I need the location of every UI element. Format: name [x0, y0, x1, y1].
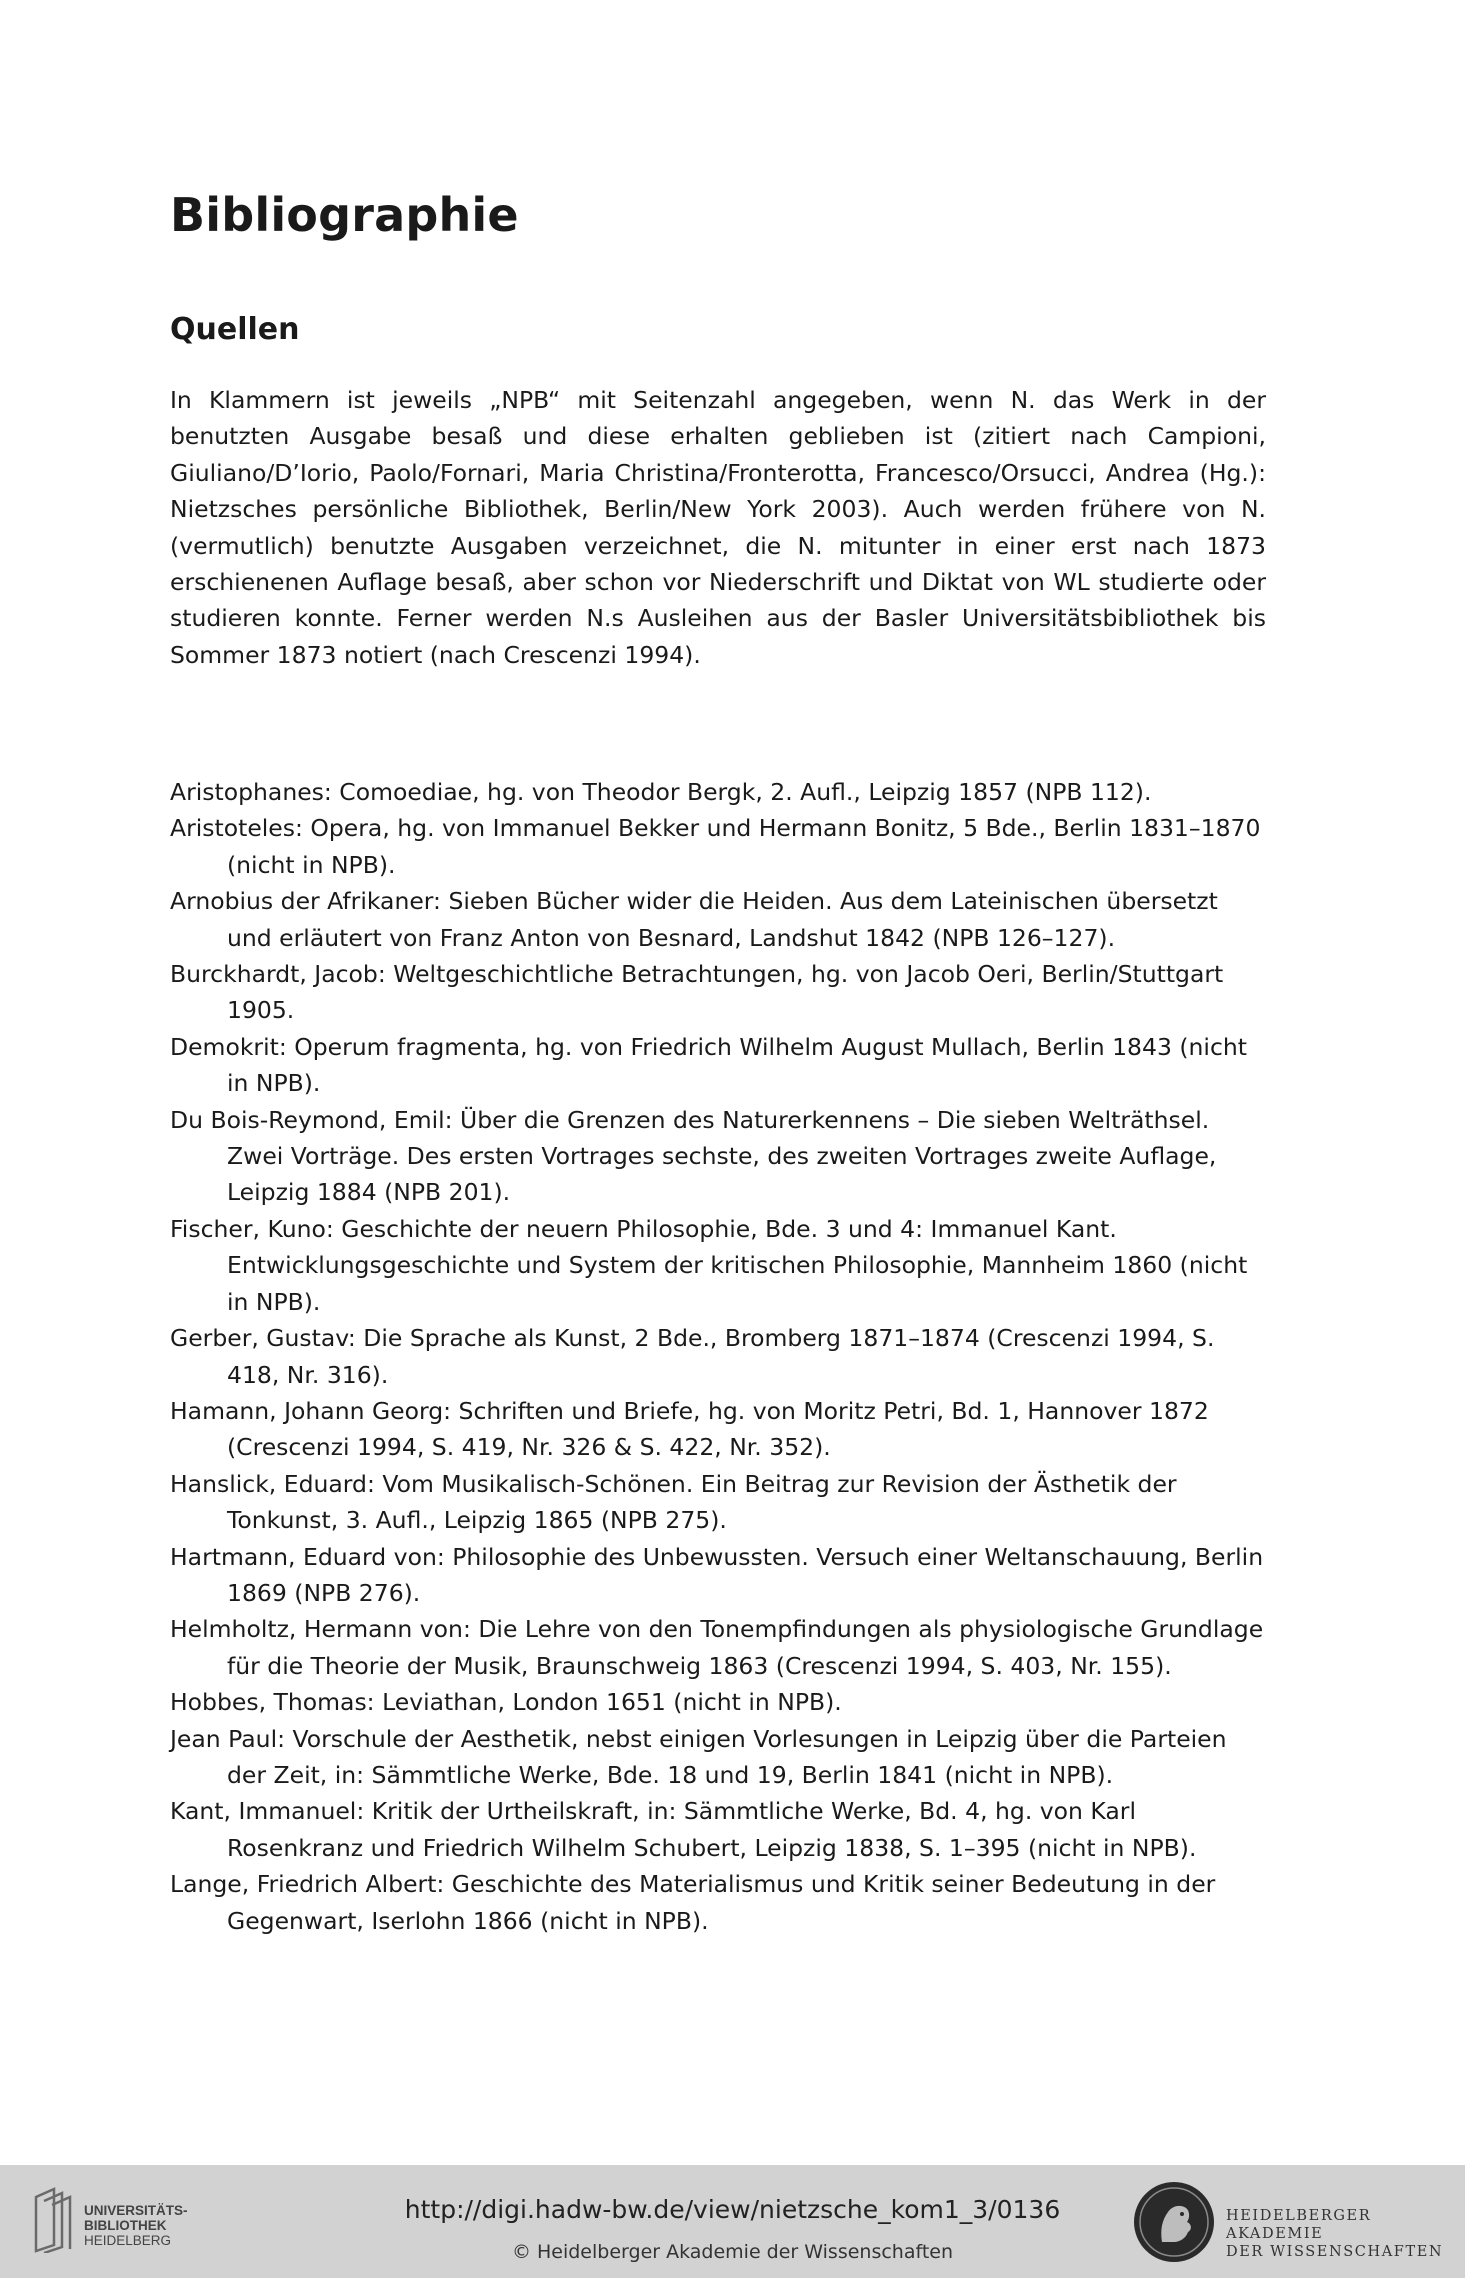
bibliography-entry: Hamann, Johann Georg: Schriften und Briefe, hg. von Moritz Petri, Bd. 1, Hannover 1872 (Crescenzi 1994, S. 419, Nr. 326 & S. 422, Nr. 352).	[170, 1396, 1209, 1462]
bibliography-entry: Kant, Immanuel: Kritik der Urtheilskraft, in: Sämmtliche Werke, Bd. 4, hg. von Karl Rosenkranz und Friedrich Wilhelm Schubert, Leipzig 1838, S. 1–395 (nicht in NPB).	[170, 1797, 1197, 1862]
page-content	[170, 188, 1266, 1935]
bibliography-entry: Hobbes, Thomas: Leviathan, London 1651 (nicht in NPB).	[170, 1688, 842, 1717]
academy-logo[interactable]	[1132, 2180, 1452, 2266]
copyright-notice: © Heidelberger Akademie der Wissenschaften	[511, 2241, 954, 2263]
intro-paragraph: In Klammern ist jeweils „NPB“ mit Seitenzahl angegeben, wenn N. das Werk in der benutzten Ausgabe besaß und diese erhalten geblieben ist (zitiert nach Campioni, Giuliano/D’Iorio, Paolo/Fornari, Maria Christina/Fronterotta, Francesco/Orsucci, Andrea (Hg.): Nietzsches persönliche Bibliothek, Berlin/New York 2003). Auch werden frühere von N. (vermutlich) benutzte Ausgaben verzeichnet, die N. mitunter in einer erst nach 1873 erschienenen Auflage besaß, aber schon vor Niederschrift und Diktat von WL studierte oder studieren konnte. Ferner werden N.s Ausleihen aus der Basler Universitätsbibliothek bis Sommer 1873 notiert (nach Crescenzi 1994).	[170, 386, 1266, 669]
bibliography-list	[170, 774, 1266, 1939]
source-url-link[interactable]: http://digi.hadw-bw.de/view/nietzsche_kom1_3/0136	[404, 2195, 1061, 2224]
academy-name: HEIDELBERGER AKADEMIE DER WISSENSCHAFTEN	[1226, 2208, 1444, 2260]
academy-seal-icon	[1132, 2180, 1216, 2264]
university-library-name: UNIVERSITÄTS- BIBLIOTHEK HEIDELBERG	[84, 2203, 188, 2248]
page-title: Bibliographie	[170, 188, 519, 242]
bibliography-entry: Burckhardt, Jacob: Weltgeschichtliche Betrachtungen, hg. von Jacob Oeri, Berlin/Stuttgart 1905.	[170, 960, 1224, 1025]
bibliography-entry: Fischer, Kuno: Geschichte der neuern Philosophie, Bde. 3 und 4: Immanuel Kant. Entwicklungsgeschichte und System der kritischen Philosophie, Mannheim 1860 (nicht in NPB).	[170, 1214, 1248, 1316]
bibliography-entry: Hartmann, Eduard von: Philosophie des Unbewussten. Versuch einer Weltanschauung, Berlin 1869 (NPB 276).	[170, 1542, 1264, 1607]
bibliography-entry: Lange, Friedrich Albert: Geschichte des Materialismus und Kritik seiner Bedeutung in der Gegenwart, Iserlohn 1866 (nicht in NPB).	[170, 1870, 1216, 1935]
bibliography-entry: Aristophanes: Comoediae, hg. von Theodor Bergk, 2. Aufl., Leipzig 1857 (NPB 112).	[170, 778, 1152, 806]
bibliography-entry: Helmholtz, Hermann von: Die Lehre von den Tonempfindungen als physiologische Grundlage für die Theorie der Musik, Braunschweig 1863 (Crescenzi 1994, S. 403, Nr. 155).	[170, 1615, 1264, 1680]
bibliography-entry: Arnobius der Afrikaner: Sieben Bücher wider die Heiden. Aus dem Lateinischen übersetzt und erläutert von Franz Anton von Besnard, Landshut 1842 (NPB 126–127).	[170, 887, 1218, 952]
bibliography-entry: Hanslick, Eduard: Vom Musikalisch-Schönen. Ein Beitrag zur Revision der Ästhetik der Tonkunst, 3. Aufl., Leipzig 1865 (NPB 275).	[170, 1469, 1177, 1535]
footer-bar	[0, 2165, 1465, 2278]
bibliography-entry: Demokrit: Operum fragmenta, hg. von Friedrich Wilhelm August Mullach, Berlin 1843 (nicht in NPB).	[170, 1032, 1247, 1098]
bibliography-entry: Gerber, Gustav: Die Sprache als Kunst, 2 Bde., Bromberg 1871–1874 (Crescenzi 1994, S. 418, Nr. 316).	[170, 1324, 1215, 1389]
bibliography-entry: Aristoteles: Opera, hg. von Immanuel Bekker und Hermann Bonitz, 5 Bde., Berlin 1831–1870 (nicht in NPB).	[170, 814, 1261, 879]
bibliography-entry: Jean Paul: Vorschule der Aesthetik, nebst einigen Vorlesungen in Leipzig über die Parteien der Zeit, in: Sämmtliche Werke, Bde. 18 und 19, Berlin 1841 (nicht in NPB).	[170, 1724, 1227, 1789]
section-title: Quellen	[170, 312, 300, 347]
bibliography-entry: Du Bois-Reymond, Emil: Über die Grenzen des Naturerkennens – Die sieben Welträthsel. Zwei Vorträge. Des ersten Vortrages sechste, des zweiten Vortrages zweite Auflage, Leipzig 1884 (NPB 201).	[170, 1105, 1217, 1207]
